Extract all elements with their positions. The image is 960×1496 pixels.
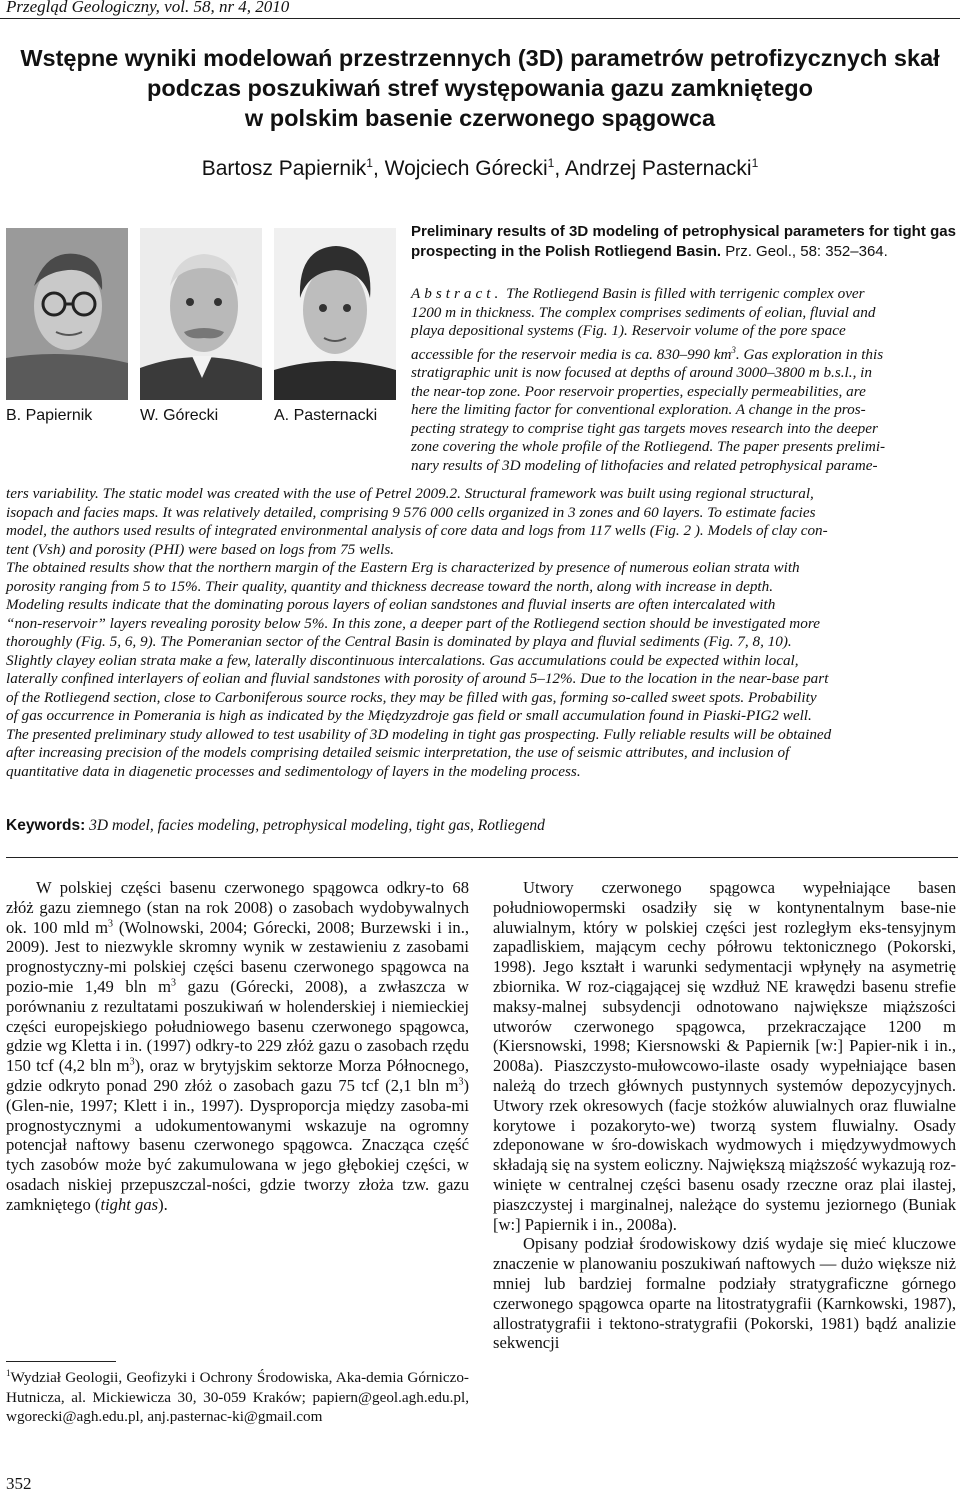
photo-caption: W. Górecki (140, 407, 219, 424)
abstract-line: pecting strategy to comprise tight gas targets moves research into the deeper (411, 419, 878, 437)
header-rule (0, 18, 960, 19)
text-run: (Wolnowski, 2004; Górecki, 2008; Burzewski i in., 2009). Jest to niezwykle skromny wynik w zestawieniu z zasobami prognostyczny-mi polskiej części basenu czerwonego spągowca na pozio-mie 1,49 bln m (6, 917, 469, 996)
abstract-line: stratigraphic unit is now focused at depths of around 3000–3800 m b.s.l., in (411, 364, 872, 382)
paragraph (6, 878, 469, 1215)
footnote-text: Wydział Geologii, Geofizyki i Ochrony Środowiska, Aka-demia Górniczo-Hutnicza, al. Mickiewicza 30, 30-059 Kraków; papiern@geol.agh.edu.pl, wgorecki@agh.edu.pl, anj.pasternac-ki@gmail.com (6, 1369, 469, 1426)
abstract-line: “non-reservoir” layers revealing porosity below 5%. In this zone, a deeper part of the Rotliegend section should be investigated more (6, 614, 820, 632)
left-column (6, 878, 469, 1215)
affiliation-mark: 1 (366, 156, 373, 170)
abstract-line: laterally confined interlayers of eolian and fluvial sandstones with porosity of around 5–12%. Due to the location in the near-base part (6, 670, 829, 687)
photo-caption: B. Papiernik (6, 407, 93, 424)
superscript: 3 (458, 1076, 464, 1088)
title-line: Wstępne wyniki modelowań przestrzennych (3D) parametrów petrofizycznych skał (20, 45, 940, 71)
keywords-text: 3D model, facies modeling, petrophysical modeling, tight gas, Rotliegend (89, 817, 545, 834)
abstract-line: thoroughly (Fig. 5, 6, 9). The Pomeranian sector of the Central Basin is dominated by playa and fluvial sediments (Fig. 7, 8, 10). (6, 633, 792, 650)
text-run: ) (Glen-nie, 1997; Klett i in., 1997). Dysproporcja między zasoba-mi prognostycznymi a udokumentowanymi wskazuje na ogromny potencjał naftowy basenu czerwonego spągowca. Znacząca część tych zasobów może być zakumulowana w jego głębokiej części, w osadach niskiej przepuszczal-ności, gdzie tworzy złoża tzw. gazu zamkniętego ( (6, 1075, 469, 1214)
superscript: 3 (108, 918, 113, 930)
abstract-line: Modeling results indicate that the dominating porous layers of eolian sandstones and fluvial inserts are often intercalated with (6, 596, 776, 613)
abstract-line: playa depositional systems (Fig. 1). Reservoir volume of the pore space (411, 322, 846, 339)
footnote-mark: 1 (6, 1368, 11, 1378)
abstract-label: Abstract. (411, 285, 503, 302)
abstract-line: here the limiting factor for conventional exploration. A change in the pros- (411, 401, 866, 419)
section-rule (6, 857, 958, 858)
text-run: W polskiej części basenu czerwonego spągowca odkry-to 68 złóż gazu ziemnego (stan na rok 2008) o zasobach wydobywalnych ok. 100 mld m (6, 878, 469, 937)
page-number: 352 (6, 1474, 32, 1493)
journal-header: Przegląd Geologiczny, vol. 58, nr 4, 2010 (6, 0, 290, 16)
abstract-line: Slightly clayey eolian strata make a few, laterally discontinuous intercalations. Gas accumulations could be expected within local, (6, 651, 799, 669)
abstract-line: ters variability. The static model was created with the use of Petrel 2009.2. Structural framework was built using regional structural, (6, 485, 814, 502)
abstract-line: quantitative data in diagenetic processes and sedimentology of layers in the modeling process. (6, 762, 581, 780)
paragraph: Utwory czerwonego spągowca wypełniające basen południowopermski osadziły się w kontynentalnym base-nie aluwialnym, który w polskiej części jest rozległym eks-tensyjnym zapadliskiem, mającym cechy półrowu tektonicznego (Pokorski, 1998). Jego kształt i warunki sedymentacji wpłynęły na asymetrię zbiornika. W roz-ciągającej się wzdłuż NE krawędzi basenu strefie maksy-malnej subsydencji odnotowano największe miąższości utworów czerwonego spągowca, przekraczające 1200 m (Kiersnowski, 1998; Kiersnowski & Papiernik [w:] Papier-nik i in., 2008a). Piaszczysto-mułowcowo-ilaste osady wypełniające basen należą do trzech głównych pustynnych systemów depozycyjnych. Utwory rzek okresowych (facje stożków aluwialnych oraz fluwialne korytowe i pozakoryto-we) tworzą system fluwialny. Osady zdeponowane w śro-dowiskach wydmowych i międzywydmowych składają się na system eoliczny. Największą miąższość wykazują roz-winięte w centralnej części basenu osady rzeczne oraz plai ilastej, piaszczystej i marginalnej, należące do systemu jeziornego (Buniak [w:] Papiernik i in., 2008a). (493, 878, 956, 1234)
title-line: w polskim basenie czerwonego spągowca (244, 105, 716, 131)
abstract-line: nary results of 3D modeling of lithofacies and related petrophysical parame- (411, 456, 878, 474)
abstract-line: model, the authors used results of integrated environmental analysis of core data and logs from 117 wells (Fig. 2 ). Models of clay con- (6, 522, 828, 539)
text-run: ), oraz w brytyjskim sektorze Morza Północnego, gdzie odkryto ponad 290 złóż o zasobach gazu 75 tcf (2,1 bln m (6, 1056, 469, 1095)
text-run: gazu (Górecki, 2008), a zwłaszcza w porównaniu z rezultatami poszukiwań w holenderskiej i niemieckiej części europejskiego południowego basenu czerwonego spągowca, gdzie wg Kletta i in. (1997) odkry-to 229 złóż gazu o zasobach rzędu 150 tcf (4,2 bln m (6, 976, 469, 1076)
author-list (0, 156, 960, 181)
abstract-line: The presented preliminary study allowed to test usability of 3D modeling in tight gas prospecting. Fully reliable results will be obtained (6, 725, 832, 743)
keywords (6, 817, 545, 835)
citation-ref: Prz. Geol., 58: 352–364. (725, 243, 888, 260)
abstract-narrow (411, 285, 956, 475)
abstract-line: The Rotliegend Basin is filled with terrigenic complex over (506, 285, 865, 302)
article-title (0, 43, 960, 133)
author-name: Andrzej Pasternacki (564, 157, 752, 180)
author-separator: , (372, 157, 385, 180)
abstract-line: isopach and facies maps. It was relatively detailed, comprising 9 576 000 cells organized in 3 zones and 60 layers. To estimate facies (6, 503, 816, 521)
footnote (6, 1364, 469, 1427)
abstract-line: zone covering the whole profile of the Rotliegend. The paper presents prelimi- (411, 438, 886, 456)
superscript: 3 (129, 1056, 135, 1068)
abstract-line: of the Rotliegend section, close to Carboniferous source rocks, they may be filled with gas, forming so-called sweet spots. Probability (6, 688, 817, 706)
author-name: Wojciech Górecki (384, 157, 548, 180)
author-photo-papiernik (6, 228, 128, 400)
affiliation-mark: 1 (751, 156, 759, 170)
affiliation-mark: 1 (547, 156, 555, 170)
title-line: podczas poszukiwań stref występowania gazu zamkniętego (147, 75, 813, 101)
text-run: ). (158, 1194, 168, 1214)
right-column (493, 878, 956, 1353)
abstract-line: The obtained results show that the northern margin of the Eastern Erg is characterized by presence of numerous eolian strata with (6, 559, 800, 576)
abstract-line: after increasing precision of the models comprising detailed seismic interpretation, the use of seismic attributes, and inclusion of (6, 744, 790, 761)
abstract-line: porosity ranging from 5 to 15%. Their quality, quantity and thickness decrease toward the north, along with increase in depth. (6, 577, 774, 595)
photo-caption: A. Pasternacki (274, 407, 378, 424)
english-title (411, 222, 956, 262)
author-separator: , (554, 157, 565, 180)
text-run-italic: tight gas (100, 1194, 159, 1214)
abstract-line: 1200 m in thickness. The complex comprises sediments of eolian, fluvial and (411, 303, 876, 321)
abstract-line: the near-top zone. Poor reservoir properties, especially permeabilities, are (411, 382, 866, 400)
footnote-rule (6, 1361, 116, 1362)
abstract-line: tent (Vsh) and porosity (PHI) were based on logs from 75 wells. (6, 540, 395, 558)
author-photo-gorecki (140, 228, 262, 400)
paragraph: Opisany podział środowiskowy dziś wydaje się mieć kluczowe znaczenie w planowaniu poszukiwań naftowych — dużo większe niż mniej lub bardziej formalne podziały stratygraficzne górnego czerwonego spągowca oparte na litostratygrafii (Karnkowski, 1987), allostratygrafii i tektono-stratygrafii (Pokorski, 1981) bądź analizie sekwencji (493, 1234, 956, 1353)
superscript: 3 (731, 344, 736, 355)
abstract-line: of gas occurrence in Pomerania is high as indicated by the Międzyzdroje gas field or small accumulation found in Piaski-PIG2 well. (6, 707, 812, 724)
keywords-label: Keywords: (6, 817, 86, 834)
author-photo-pasternacki (274, 228, 396, 400)
abstract-line: . Gas exploration in this (735, 345, 884, 363)
abstract-line: accessible for the reservoir media is ca. 830–990 km (411, 345, 732, 363)
english-title-text: Preliminary results of 3D modeling of petrophysical parameters for tight gas prospecting in the Polish Rotliegend Basin. (411, 223, 956, 260)
superscript: 3 (170, 977, 176, 989)
author-name: Bartosz Papiernik (201, 157, 367, 180)
abstract-full (6, 485, 956, 781)
